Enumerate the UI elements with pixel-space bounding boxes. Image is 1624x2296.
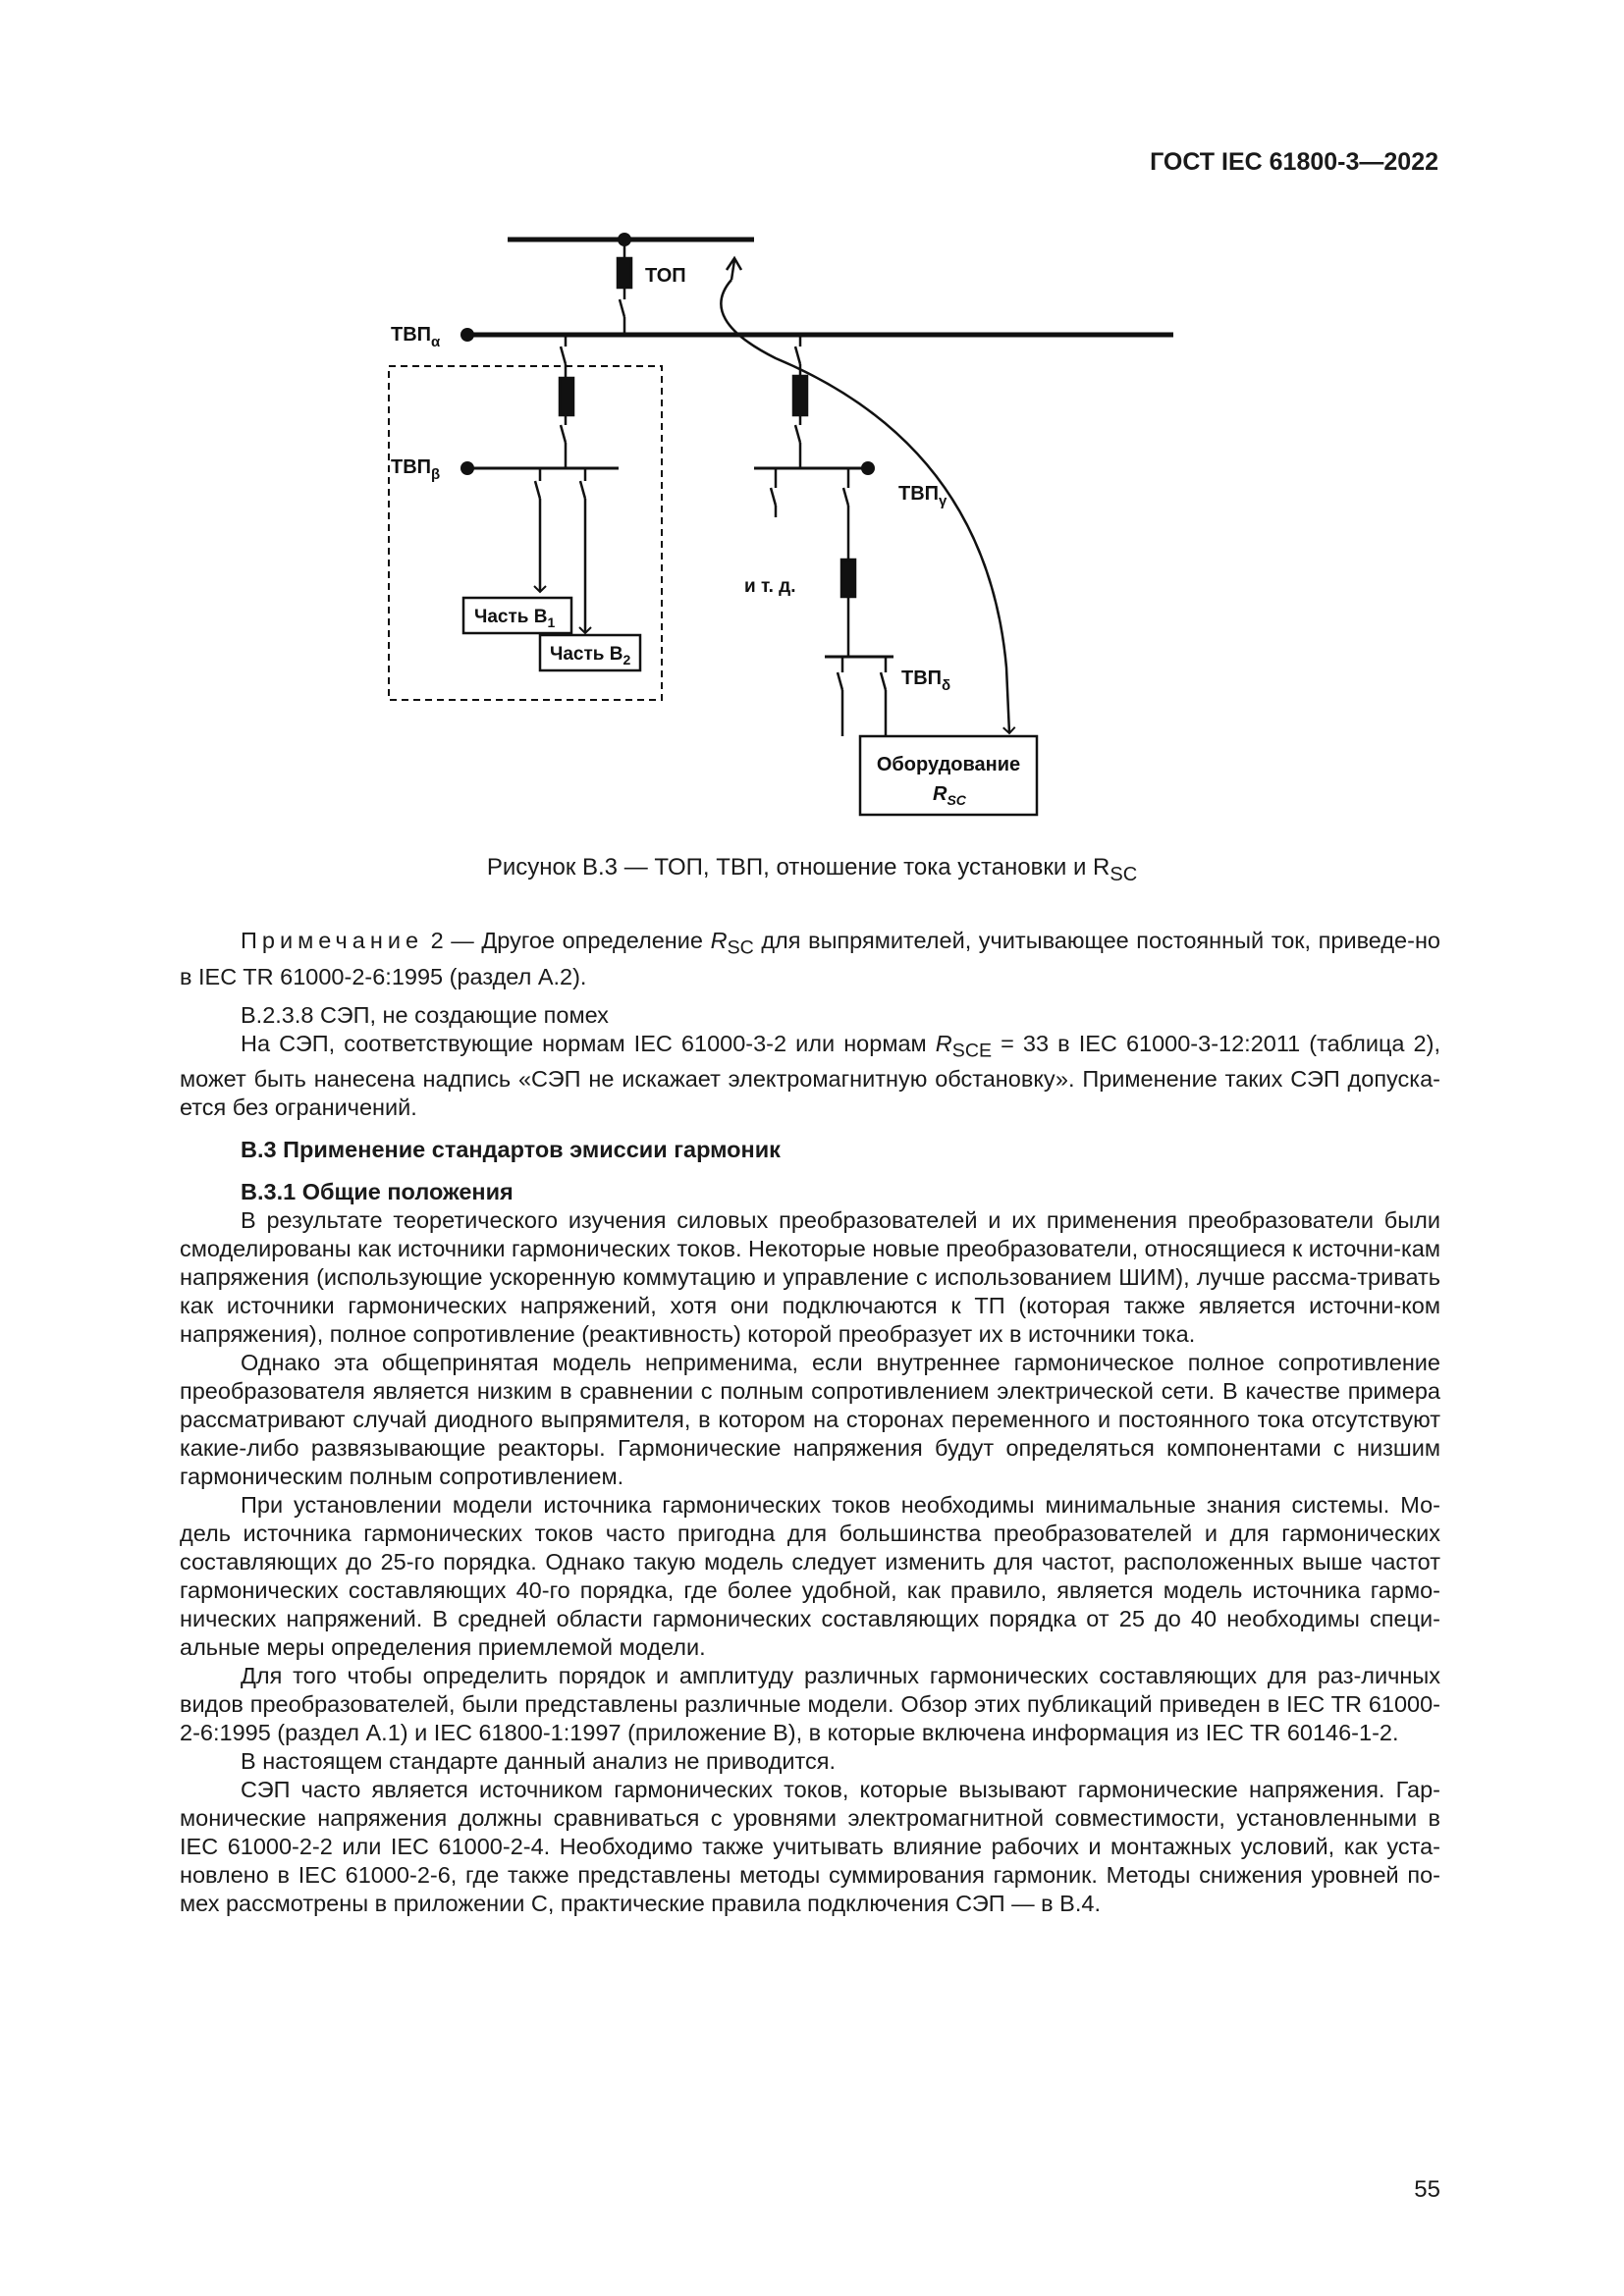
standard-header: ГОСТ IEC 61800-3—2022 [1150,148,1438,176]
beta-impedance [560,378,573,415]
alpha-node [460,328,474,342]
gamma-node [861,461,875,475]
gamma-impedance [793,376,807,415]
paragraph-2: Однако эта общепринятая модель неприменима, если внутреннее гармоническое полное сопротивление преобразователя является низким в сравнении с полным сопротивлением электрической сети. В качестве примера рассматривают случай диодного выпрямителя, в котором на сторонах переменного и постоянного тока отсутствуют какие-либо развязывающие реакторы. Гармонические напряжения будут определяться компонентами с низшим гармоническим полным сопротивлением. [180,1350,1440,1490]
delta-impedance [841,560,855,597]
label-tvp-delta: $ТВП_\delta$ [901,667,951,694]
label-etc: и т. д. [744,576,796,597]
heading-b31: В.3.1 Общие положения [241,1179,514,1205]
heading-b3: В.3 Применение стандартов эмиссии гармоник [241,1137,781,1163]
page-number: 55 [1414,2176,1440,2203]
paragraph-3: При установлении модели источника гармонических токов необходимы минимальные знания системы. Мо-дель источника гармонических токов часто пригодна для большинства преобразователей и для гармонических составляющих до 25-го порядка. Однако такую модель следует изменить для частот, расположенных выше частот гармонических составляющих 40-го порядка, где более удобной, как правило, является модель источника гармо-нических напряжений. В средней области гармонических составляющих порядка от 25 до 40 необходимы специ-альные меры определения приемлемой модели. [180,1492,1440,1661]
label-tvp-alpha: $ТВП_\alpha$ [391,324,441,350]
beta-node [460,461,474,475]
pcc-curve [721,280,1009,733]
paragraph-6: СЭП часто является источником гармонических токов, которые вызывают гармонические напряжения. Гар-монические напряжения должны сравниваться с уровнями электромагнитной совместимости, установленными в IEC 61000-2-2 или IEC 61000-2-4. Необходимо также учитывать влияние рабочих и монтажных условий, как уста-новлено в IEC 61000-2-6, где также представлены методы суммирования гармоник. Методы снижения уровней по-мех рассмотрены в приложении С, практические правила подключения СЭП — в В.4. [180,1777,1440,1917]
label-part-b2: Часть $В_2$ [550,644,631,667]
label-equipment: Оборудование [876,754,1021,775]
label-tvp-beta: $ТВП_\beta$ [391,456,441,483]
circuit-diagram [373,221,1188,829]
figure-caption: Рисунок В.3 — ТОП, ТВП, отношение тока установки и $R_{SC}$ [486,854,1138,885]
body-text [180,927,1440,1918]
note-paragraph: Примечание 2 — Другое определение $R_{SC}$ для выпрямителей, учитывающее постоянный ток, приведе-но в IEC TR 61000-2-6:1995 (раздел А.2). [180,928,1441,989]
label-rsc: $R_{SC}$ [933,783,966,808]
top-impedance [618,258,631,288]
label-top: ТОП [645,265,686,287]
section-b238-title: В.2.3.8 СЭП, не создающие помех [241,1001,609,1028]
label-part-b1: Часть $В_1$ [474,607,556,630]
label-tvp-gamma: $ТВП_\gamma$ [898,483,947,509]
paragraph-4: Для того чтобы определить порядок и амплитуду различных гармонических составляющих для раз-личных видов преобразователей, были представлены различные модели. Обзор этих публикаций приведен в IEC TR 61000-2-6:1995 (раздел А.1) и IEC 61800-1:1997 (приложение В), в которые включена информация из IEC TR 60146-1-2. [180,1663,1440,1746]
section-b238-text: На СЭП, соответствующие нормам IEC 61000-3-2 или нормам $R_{SCE} = 33$ в IEC 61000-3-12:2011 (таблица 2), может быть нанесена надпись «СЭП не искажает электромагнитную обстановку». Применение таких СЭП допуска-ется без ограничений. [180,1030,1440,1121]
paragraph-1: В результате теоретического изучения силовых преобразователей и их применения преобразователи были смоделированы как источники гармонических токов. Некоторые новые преобразователи, относящиеся к источни-кам напряжения (использующие ускоренную коммутацию и управление с использованием ШИМ), лучше рассма-тривать как источники гармонических напряжений, хотя они подключаются к ТП (которая также является источни-ком напряжения), полное сопротивление (реактивность) которой преобразует их в источники тока. [180,1207,1440,1348]
paragraph-5: В настоящем стандарте данный анализ не приводится. [241,1748,837,1775]
